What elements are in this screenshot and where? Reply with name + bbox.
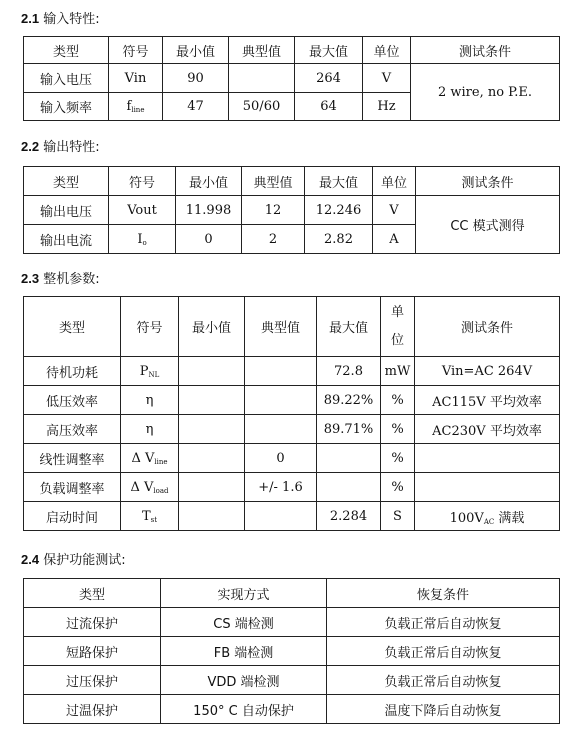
type-cell: 启动时间 bbox=[24, 502, 121, 531]
unit-cell: Hz bbox=[363, 93, 411, 121]
unit-cell: % bbox=[381, 386, 415, 415]
unit-cell: A bbox=[373, 225, 416, 254]
header-cell: 类型 bbox=[24, 579, 161, 608]
unit-cell: % bbox=[381, 473, 415, 502]
symbol-cell: $T_{st}$ bbox=[121, 502, 179, 531]
unit-cell: % bbox=[381, 444, 415, 473]
table-row bbox=[24, 637, 560, 666]
max-cell bbox=[317, 444, 381, 473]
unit-parameters-table bbox=[23, 296, 560, 531]
table-header-row bbox=[24, 167, 560, 196]
header-cell: 最小值 bbox=[163, 37, 229, 64]
unit-cell: S bbox=[381, 502, 415, 531]
type-cell: 负载调整率 bbox=[24, 473, 121, 502]
header-cell: 恢复条件 bbox=[327, 579, 560, 608]
min-cell: 0 bbox=[176, 225, 242, 254]
table-row bbox=[24, 64, 560, 93]
min-cell bbox=[179, 357, 245, 386]
table-row bbox=[24, 357, 560, 386]
condition-cell: AC115V 平均效率 bbox=[415, 386, 560, 415]
header-cell: 单位 bbox=[363, 37, 411, 64]
type-cell: 短路保护 bbox=[24, 637, 161, 666]
section-2-2-heading: 2.2 输出特性: bbox=[21, 139, 100, 155]
header-cell: 符号 bbox=[109, 167, 176, 196]
header-cell: 最大值 bbox=[295, 37, 363, 64]
typ-cell: 12 bbox=[242, 196, 305, 225]
recover-cell: 温度下降后自动恢复 bbox=[327, 695, 560, 724]
header-cell: 符号 bbox=[109, 37, 163, 64]
header-cell: 最大值 bbox=[305, 167, 373, 196]
condition-cell: CC 模式测得 bbox=[416, 196, 560, 254]
table-row bbox=[24, 695, 560, 724]
symbol-cell: $I_o$ bbox=[109, 225, 176, 254]
max-cell bbox=[317, 473, 381, 502]
typ-cell bbox=[245, 386, 317, 415]
unit-cell: V bbox=[363, 64, 411, 93]
type-cell: 过温保护 bbox=[24, 695, 161, 724]
table-row bbox=[24, 386, 560, 415]
header-cell: 最小值 bbox=[176, 167, 242, 196]
min-cell bbox=[179, 415, 245, 444]
condition-cell: $100V_{AC}$ 满载 bbox=[415, 502, 560, 531]
table-row bbox=[24, 502, 560, 531]
input-characteristics-table bbox=[23, 36, 560, 121]
symbol-cell: Vin bbox=[109, 64, 163, 93]
condition-cell: AC230V 平均效率 bbox=[415, 415, 560, 444]
section-2-1-heading: 2.1 输入特性: bbox=[21, 11, 100, 27]
min-cell bbox=[179, 386, 245, 415]
symbol-cell: η bbox=[121, 415, 179, 444]
table-header-row bbox=[24, 297, 560, 357]
recover-cell: 负载正常后自动恢复 bbox=[327, 666, 560, 695]
max-cell: 264 bbox=[295, 64, 363, 93]
table-row bbox=[24, 666, 560, 695]
section-2-4-heading: 2.4 保护功能测试: bbox=[21, 552, 126, 568]
header-cell: 单 位 bbox=[381, 297, 415, 357]
symbol-cell: Δ $V_{load}$ bbox=[121, 473, 179, 502]
header-cell: 类型 bbox=[24, 167, 109, 196]
header-cell: 最小值 bbox=[179, 297, 245, 357]
header-cell: 典型值 bbox=[229, 37, 295, 64]
max-cell: 89.71% bbox=[317, 415, 381, 444]
output-characteristics-table bbox=[23, 166, 560, 254]
max-cell: 2.82 bbox=[305, 225, 373, 254]
method-cell: CS 端检测 bbox=[161, 608, 327, 637]
method-cell: VDD 端检测 bbox=[161, 666, 327, 695]
method-cell: 150° C 自动保护 bbox=[161, 695, 327, 724]
table-row bbox=[24, 608, 560, 637]
min-cell bbox=[179, 473, 245, 502]
recover-cell: 负载正常后自动恢复 bbox=[327, 608, 560, 637]
header-cell: 典型值 bbox=[242, 167, 305, 196]
header-cell: 类型 bbox=[24, 297, 121, 357]
typ-cell: 2 bbox=[242, 225, 305, 254]
header-cell: 类型 bbox=[24, 37, 109, 64]
header-cell: 测试条件 bbox=[416, 167, 560, 196]
table-row bbox=[24, 415, 560, 444]
max-cell: 64 bbox=[295, 93, 363, 121]
typ-cell: 50/60 bbox=[229, 93, 295, 121]
symbol-cell: $f_{line}$ bbox=[109, 93, 163, 121]
typ-cell bbox=[245, 502, 317, 531]
condition-cell bbox=[415, 473, 560, 502]
section-2-3-heading: 2.3 整机参数: bbox=[21, 271, 100, 287]
header-cell: 典型值 bbox=[245, 297, 317, 357]
method-cell: FB 端检测 bbox=[161, 637, 327, 666]
condition-cell: 2 wire, no P.E. bbox=[411, 64, 560, 121]
type-cell: 高压效率 bbox=[24, 415, 121, 444]
symbol-cell: Vout bbox=[109, 196, 176, 225]
typ-cell: 0 bbox=[245, 444, 317, 473]
typ-cell bbox=[229, 64, 295, 93]
symbol-cell: η bbox=[121, 386, 179, 415]
table-header-row bbox=[24, 37, 560, 64]
symbol-cell: Δ $V_{line}$ bbox=[121, 444, 179, 473]
type-cell: 过流保护 bbox=[24, 608, 161, 637]
header-cell: 单位 bbox=[373, 167, 416, 196]
table-row bbox=[24, 473, 560, 502]
typ-cell bbox=[245, 357, 317, 386]
unit-cell: % bbox=[381, 415, 415, 444]
typ-cell bbox=[245, 415, 317, 444]
symbol-cell: $P_{NL}$ bbox=[121, 357, 179, 386]
unit-cell: V bbox=[373, 196, 416, 225]
type-cell: 过压保护 bbox=[24, 666, 161, 695]
type-cell: 输入电压 bbox=[24, 64, 109, 93]
condition-cell: Vin=AC 264V bbox=[415, 357, 560, 386]
min-cell bbox=[179, 502, 245, 531]
type-cell: 输入频率 bbox=[24, 93, 109, 121]
max-cell: 89.22% bbox=[317, 386, 381, 415]
unit-cell: mW bbox=[381, 357, 415, 386]
max-cell: 72.8 bbox=[317, 357, 381, 386]
header-cell: 实现方式 bbox=[161, 579, 327, 608]
min-cell: 11.998 bbox=[176, 196, 242, 225]
table-row bbox=[24, 196, 560, 225]
min-cell bbox=[179, 444, 245, 473]
type-cell: 待机功耗 bbox=[24, 357, 121, 386]
recover-cell: 负载正常后自动恢复 bbox=[327, 637, 560, 666]
max-cell: 12.246 bbox=[305, 196, 373, 225]
header-cell: 符号 bbox=[121, 297, 179, 357]
max-cell: 2.284 bbox=[317, 502, 381, 531]
type-cell: 线性调整率 bbox=[24, 444, 121, 473]
table-row bbox=[24, 444, 560, 473]
typ-cell: +/- 1.6 bbox=[245, 473, 317, 502]
header-cell: 测试条件 bbox=[411, 37, 560, 64]
min-cell: 90 bbox=[163, 64, 229, 93]
header-cell: 测试条件 bbox=[415, 297, 560, 357]
min-cell: 47 bbox=[163, 93, 229, 121]
table-header-row bbox=[24, 579, 560, 608]
condition-cell bbox=[415, 444, 560, 473]
type-cell: 输出电流 bbox=[24, 225, 109, 254]
header-cell: 最大值 bbox=[317, 297, 381, 357]
type-cell: 输出电压 bbox=[24, 196, 109, 225]
protection-function-table bbox=[23, 578, 560, 724]
type-cell: 低压效率 bbox=[24, 386, 121, 415]
